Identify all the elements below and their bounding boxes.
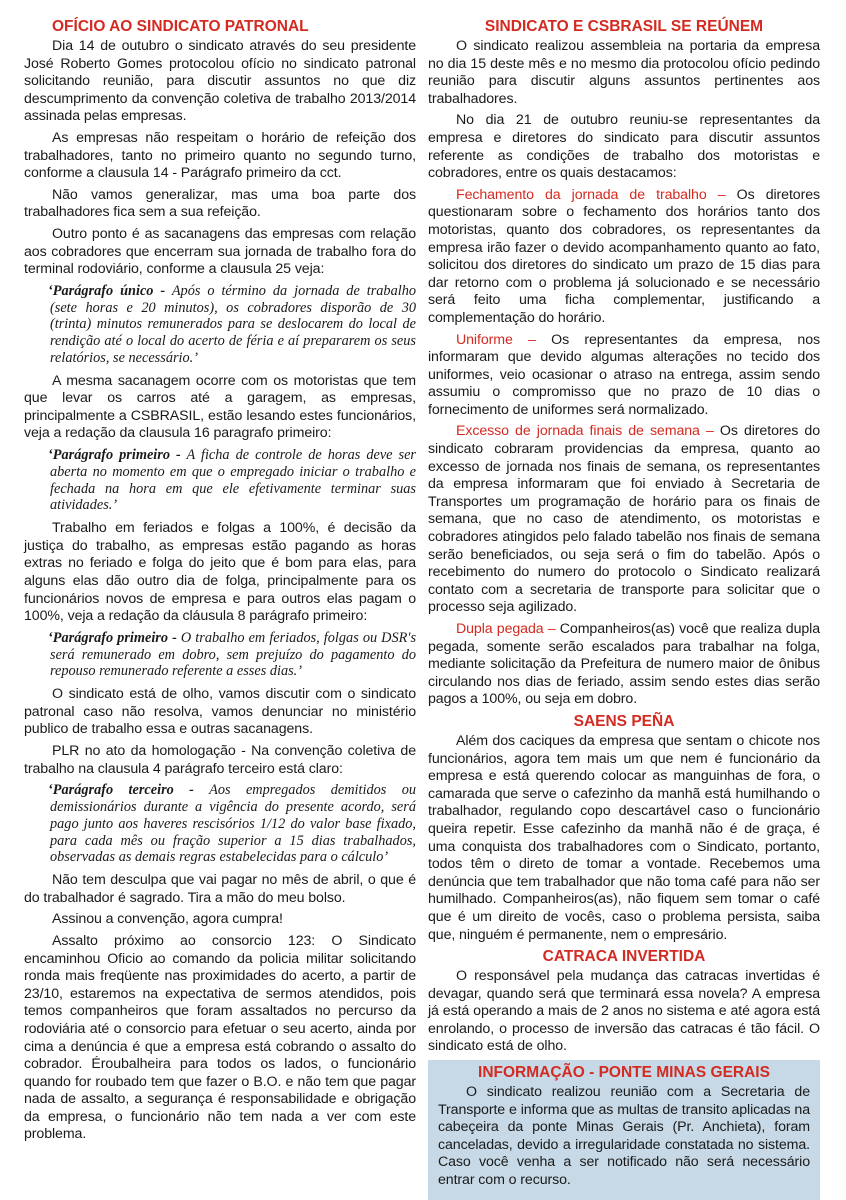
left-column xyxy=(24,18,416,1148)
quote-label: ‘Parágrafo primeiro - xyxy=(48,629,177,646)
info-box-ponte xyxy=(428,1060,820,1200)
highlight-excesso: Excesso de jornada finais de semana – xyxy=(456,423,714,440)
quote-clausula-16 xyxy=(50,447,416,514)
heading-ponte: INFORMAÇÃO - PONTE MINAS GERAIS xyxy=(478,1064,770,1082)
quote-label: ‘Parágrafo primeiro - xyxy=(48,447,181,464)
quote-text: Após o término da jornada de trabalho (sete horas e 20 minutos), os cobradores disporão de 30 (trinta) minutos remunerados para se deslocarem do local de rendição até o local do acerto de féria e aí prepararem os seus relatórios, se necessário.’ xyxy=(50,282,416,366)
paragraph: Não vamos generalizar, mas uma boa parte dos trabalhadores fica sem a sua refeição. xyxy=(24,186,416,221)
paragraph: O sindicato está de olho, vamos discutir com o sindicato patronal caso não resolva, vamos denunciar no ministério publico de trabalho essa e outras sacanagens. xyxy=(24,686,416,738)
paragraph: Além dos caciques da empresa que sentam o chicote nos funcionários, agora tem mais um que nem é funcionário da empresa e está querendo colocar as manguinhas de fora, o camarada que serve o cafezinho da manhã está humilhando o trabalhador, regulando copo descartável caso o funcionário queira repetir. Esse cafezinho da manhã não é de graça, é uma conquista dos trabalhadores com o Sindicato, portanto, todos têm o direto de tomar a vontade. Recebemos uma denúncia que tem trabalhador que não toma café para não ser humilhado. Companheiros(as), não fiquem sem tomar o café que é um direito de vocês, caso o problema persista, saiba que, ninguém é permanente, nem o empresário. xyxy=(428,732,820,943)
paragraph: No dia 21 de outubro reuniu-se representantes da empresa e diretores do sindicato para discutir assuntos referente as condições de trabalho dos motoristas e cobradores, entre os quais destacamos: xyxy=(428,112,820,182)
paragraph: PLR no ato da homologação - Na convenção coletiva de trabalho na clausula 4 parágrafo terceiro está claro: xyxy=(24,743,416,777)
paragraph: O responsável pela mudança das catracas invertidas é devagar, quando será que terminará essa novela? A empresa já está operando a mais de 2 anos no sistema e até agora está enrolando, o processo de inversão das catracas é tão fácil. O sindicato está de olho. xyxy=(428,968,820,1055)
highlight-dupla: Dupla pegada – xyxy=(456,621,556,637)
quote-label: ‘Parágrafo terceiro - xyxy=(48,782,194,799)
quote-clausula-8 xyxy=(50,630,416,680)
paragraph: As empresas não respeitam o horário de refeição dos trabalhadores, tanto no primeiro quanto no segundo turno, conforme a clausula 14 - Parágrafo primeiro da cct. xyxy=(24,129,416,182)
paragraph-uniforme: Uniforme – Os representantes da empresa, nos informaram que devido algumas alterações no tecido dos uniformes, veio ocasionar o atraso na entrega, assim sendo assumiu o compromisso que no prazo de 10 dias o fornecimento de uniformes será normalizado. xyxy=(428,331,820,418)
paragraph: Assinou a convenção, agora cumpra! xyxy=(52,911,283,928)
quote-text: O trabalho em feriados, folgas ou DSR's será remunerado em dobro, sem prejuízo do pagamento do repouso remunerado referente a esses dias.’ xyxy=(50,629,417,680)
paragraph: Trabalho em feriados e folgas a 100%, é decisão da justiça do trabalho, as empresas estão pagando as horas extras no feriado e folga do jeito que é bom para elas, para alguns elas dão outro dia de folga, principalmente para os funcionários novos de empresa e para outros elas pagam o 100%, veja a redação da cláusula 8 parágrafo primeiro: xyxy=(24,520,416,625)
paragraph-dupla: Dupla pegada – Companheiros(as) você que realiza dupla pegada, somente serão escalados para trabalhar na folga, mediante solicitação da Prefeitura de numero maior de ônibus circulando nos dias de feriado, assim sendo estes dias serão pagos a 100%, ou seja em dobro. xyxy=(428,621,820,708)
highlight-uniforme: Uniforme – xyxy=(456,331,536,348)
paragraph: O sindicato realizou reunião com a Secretaria de Transporte e informa que as multas de transito aplicadas na cabeçeira da ponte Minas Gerais (Pr. Anchieta), foram canceladas, devido a irregularidade constatada no sistema. Caso você venha a ser notificado não será necessário entrar com o recurso. xyxy=(438,1084,810,1189)
paragraph-excesso: Excesso de jornada finais de semana – Os diretores do sindicato cobraram providencias da empresa, quanto ao excesso de jornada nos finais de semana, os representantes da empresa informaram que foi enviado à Secretaria de Transportes um programação de horário para os finais de semana, que no caso de atendimento, os motoristas e cobradores atingidos pelo falado tabelão nos finais de semana serão beneficiados, ou seja será o fim do tabelão. Após o recebimento do numero do protocolo o Sindicato realizará contato com a secretaria de transporte para solicitar que o processo seja agilizado. xyxy=(428,423,820,616)
right-column xyxy=(428,18,820,1200)
heading-catraca: CATRACA INVERTIDA xyxy=(542,948,706,966)
quote-text: A ficha de controle de horas deve ser aberta no momento em que o empregado iniciar o trabalho e fechada na hora em que ele efetivamente terminar suas atividades.’ xyxy=(50,447,416,514)
heading-oficio: OFÍCIO AO SINDICATO PATRONAL xyxy=(52,18,309,35)
quote-label: ‘Parágrafo único - xyxy=(48,282,166,299)
paragraph: O sindicato realizou assembleia na portaria da empresa no dia 15 deste mês e no mesmo dia protocolou ofício pedindo reunião para discutir alguns assuntos pertinentes aos trabalhadores. xyxy=(428,38,820,107)
quote-clausula-25 xyxy=(50,283,416,367)
quote-text: Aos empregados demitidos ou demissionários durante a vigência do presente acordo, será pago junto aos haveres rescisórios 1/12 do valor base fixado, para cada mês ou fração superior a 15 dias trabalhados, observadas as demais regras estabelecidas para o cálculo’ xyxy=(50,782,416,866)
paragraph: A mesma sacanagem ocorre com os motoristas que tem que levar os carros até a garagem, as empresas, principalmente a CSBRASIL, estão lesando estes funcionários, veja a redação da clausula 16 paragrafo primeiro: xyxy=(24,372,416,442)
heading-sindicato-csbrasil: SINDICATO E CSBRASIL SE REÚNEM xyxy=(484,18,764,35)
quote-clausula-4 xyxy=(50,782,416,866)
paragraph-jornada: Fechamento da jornada de trabalho – Os diretores questionaram sobre o fechamento dos horários tanto dos motoristas, quanto dos cobradores, os representantes da empresa irão fazer o devido acompanhamento quanto ao fato, solicitou dos diretores do sindicato um prazo de 15 dias para dar retorno com o problema já solucionado e se necessário será feito uma ficha complementar, justificando a complementação do horário. xyxy=(428,186,821,326)
paragraph: Outro ponto é as sacanagens das empresas com relação aos cobradores que encerram sua jornada de trabalho fora do terminal rodoviário, conforme a clausula 25 veja: xyxy=(24,225,416,278)
heading-saens-pena: SAENS PEÑA xyxy=(573,712,675,730)
paragraph: Assalto próximo ao consorcio 123: O Sindicato encaminhou Oficio ao comando da policia militar solicitando ronda mais freqüente nas proximidades do acerto, a partir de 23/10, estaremos na expectativa de sermos atendidos, pois temos companheiros que foram assaltados no percurso da rodoviária até o consorcio para efetuar o seu acerto, ainda por cima a denúncia é que a empresa está cobrando o assalto do cobrador. Éroubalheira para todos os lados, o funcionário quando for roubado tem que fazer o B.O. e não tem que pagar nada de assalto, a segurança é responsabilidade e obrigação da empresa, o funcionário não tem nada a ver com este problema. xyxy=(24,932,416,1143)
paragraph: Não tem desculpa que vai pagar no mês de abril, o que é do trabalhador é sagrado. Tira a mão do meu bolso. xyxy=(24,872,416,906)
paragraph: Dia 14 de outubro o sindicato através do seu presidente José Roberto Gomes protocolou ofício no sindicato patronal solicitando reunião, para discutir assuntos no que diz descumprimento da convenção coletiva de trabalho 2013/2014 assinada pelas empresas. xyxy=(24,38,416,125)
highlight-jornada: Fechamento da jornada de trabalho – xyxy=(456,186,726,203)
